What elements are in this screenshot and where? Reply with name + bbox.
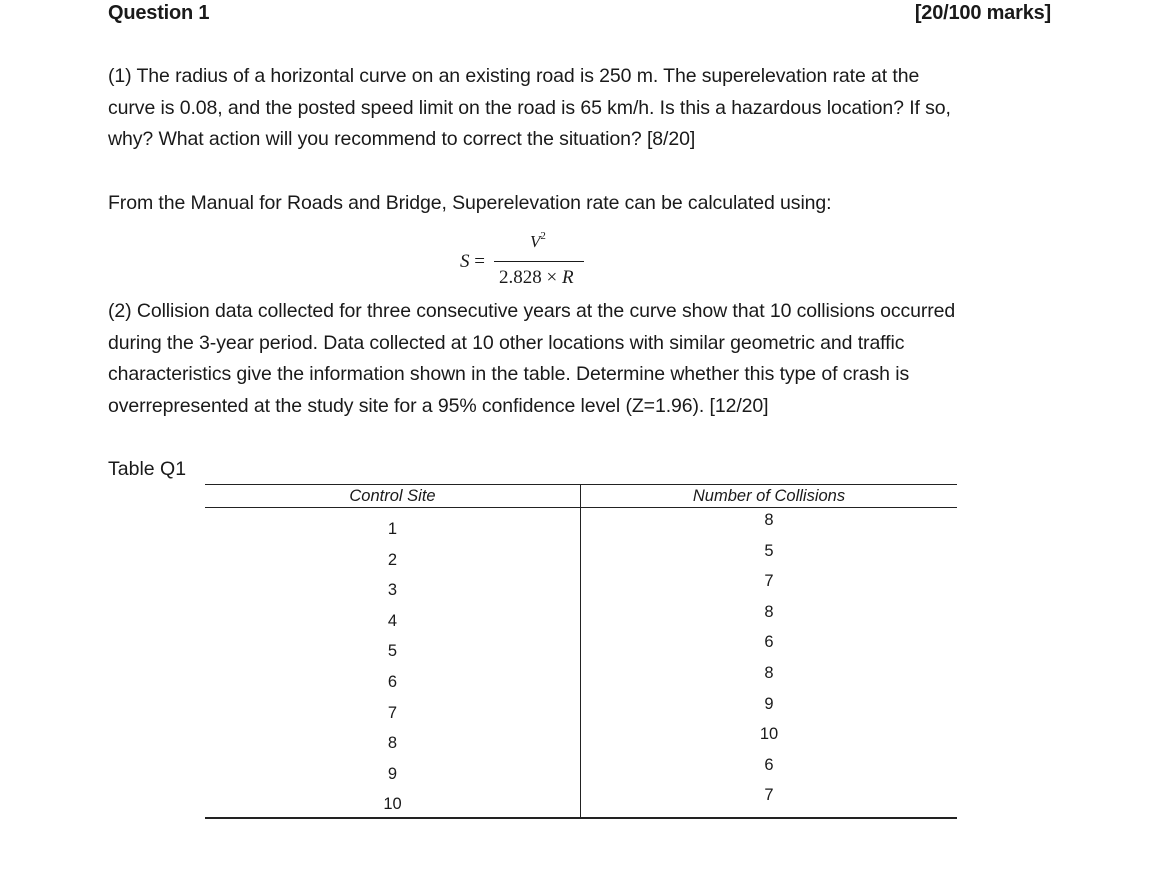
question-marks: [20/100 marks] (914, 2, 1051, 24)
site-cell: 5 (387, 642, 398, 661)
table-caption: Table Q1 (108, 458, 187, 480)
site-cell: 8 (387, 734, 398, 753)
table-header-rule (205, 507, 957, 508)
site-cell: 6 (387, 672, 398, 691)
site-cell: 3 (387, 581, 398, 600)
part2-line-3: characteristics give the information shown in the table. Determine whether this type of crash is (108, 363, 910, 385)
part1-paragraph (108, 61, 1068, 156)
collision-cell: 8 (764, 602, 774, 621)
formula-denominator (499, 267, 574, 289)
formula-denominator-const: 2.828 (499, 267, 542, 288)
collision-cell: 5 (764, 541, 774, 560)
site-cell: 4 (387, 611, 398, 630)
part1-line-2: curve is 0.08, and the posted speed limit on the road is 65 km/h. Is this a hazardous location? If so, (108, 96, 951, 119)
header-number-of-collisions: Number of Collisions (692, 487, 846, 505)
header-control-site: Control Site (349, 487, 436, 505)
collision-cell: 9 (764, 694, 774, 713)
collision-cell: 7 (764, 786, 774, 805)
formula-equals: = (474, 251, 485, 272)
part1-line-3: why? What action will you recommend to correct the situation? [8/20] (108, 128, 696, 150)
collision-cell: 6 (764, 755, 774, 774)
formula-numerator-exp: 2 (540, 230, 546, 242)
formula-fraction-bar (494, 261, 584, 262)
table-top-rule (205, 484, 957, 485)
collision-cell: 7 (764, 572, 774, 591)
part2-line-2: during the 3-year period. Data collected at 10 other locations with similar geometric and traffic (108, 331, 905, 354)
formula-lhs-var: S (460, 251, 470, 272)
site-cell: 1 (387, 520, 398, 538)
site-cell: 9 (387, 764, 398, 783)
collision-cell: 8 (764, 511, 774, 529)
site-cell: 7 (387, 703, 398, 722)
formula-denominator-var: R (561, 267, 574, 288)
formula-times: × (546, 267, 558, 288)
part2-paragraph (108, 296, 1068, 422)
part2-line-1: (2) Collision data collected for three consecutive years at the curve show that 10 collisions occurred (108, 300, 956, 322)
formula-numerator-var: V (530, 232, 541, 251)
formula-numerator (530, 230, 546, 252)
formula-lhs (460, 251, 485, 273)
collisions-column (581, 510, 957, 816)
part1-line-1: (1) The radius of a horizontal curve on an existing road is 250 m. The superelevation rate at the (108, 65, 920, 87)
control-site-column (205, 519, 580, 825)
site-cell: 2 (387, 550, 398, 569)
collision-cell: 6 (764, 633, 774, 652)
question-title: Question 1 (108, 2, 210, 24)
collision-cell: 10 (759, 725, 779, 744)
part2-line-4: overrepresented at the study site for a 95% confidence level (Z=1.96). [12/20] (108, 394, 769, 417)
collision-table (205, 484, 957, 820)
site-cell: 10 (383, 795, 402, 814)
manual-reference-text: From the Manual for Roads and Bridge, Superelevation rate can be calculated using: (108, 192, 832, 214)
collision-cell: 8 (764, 663, 774, 682)
